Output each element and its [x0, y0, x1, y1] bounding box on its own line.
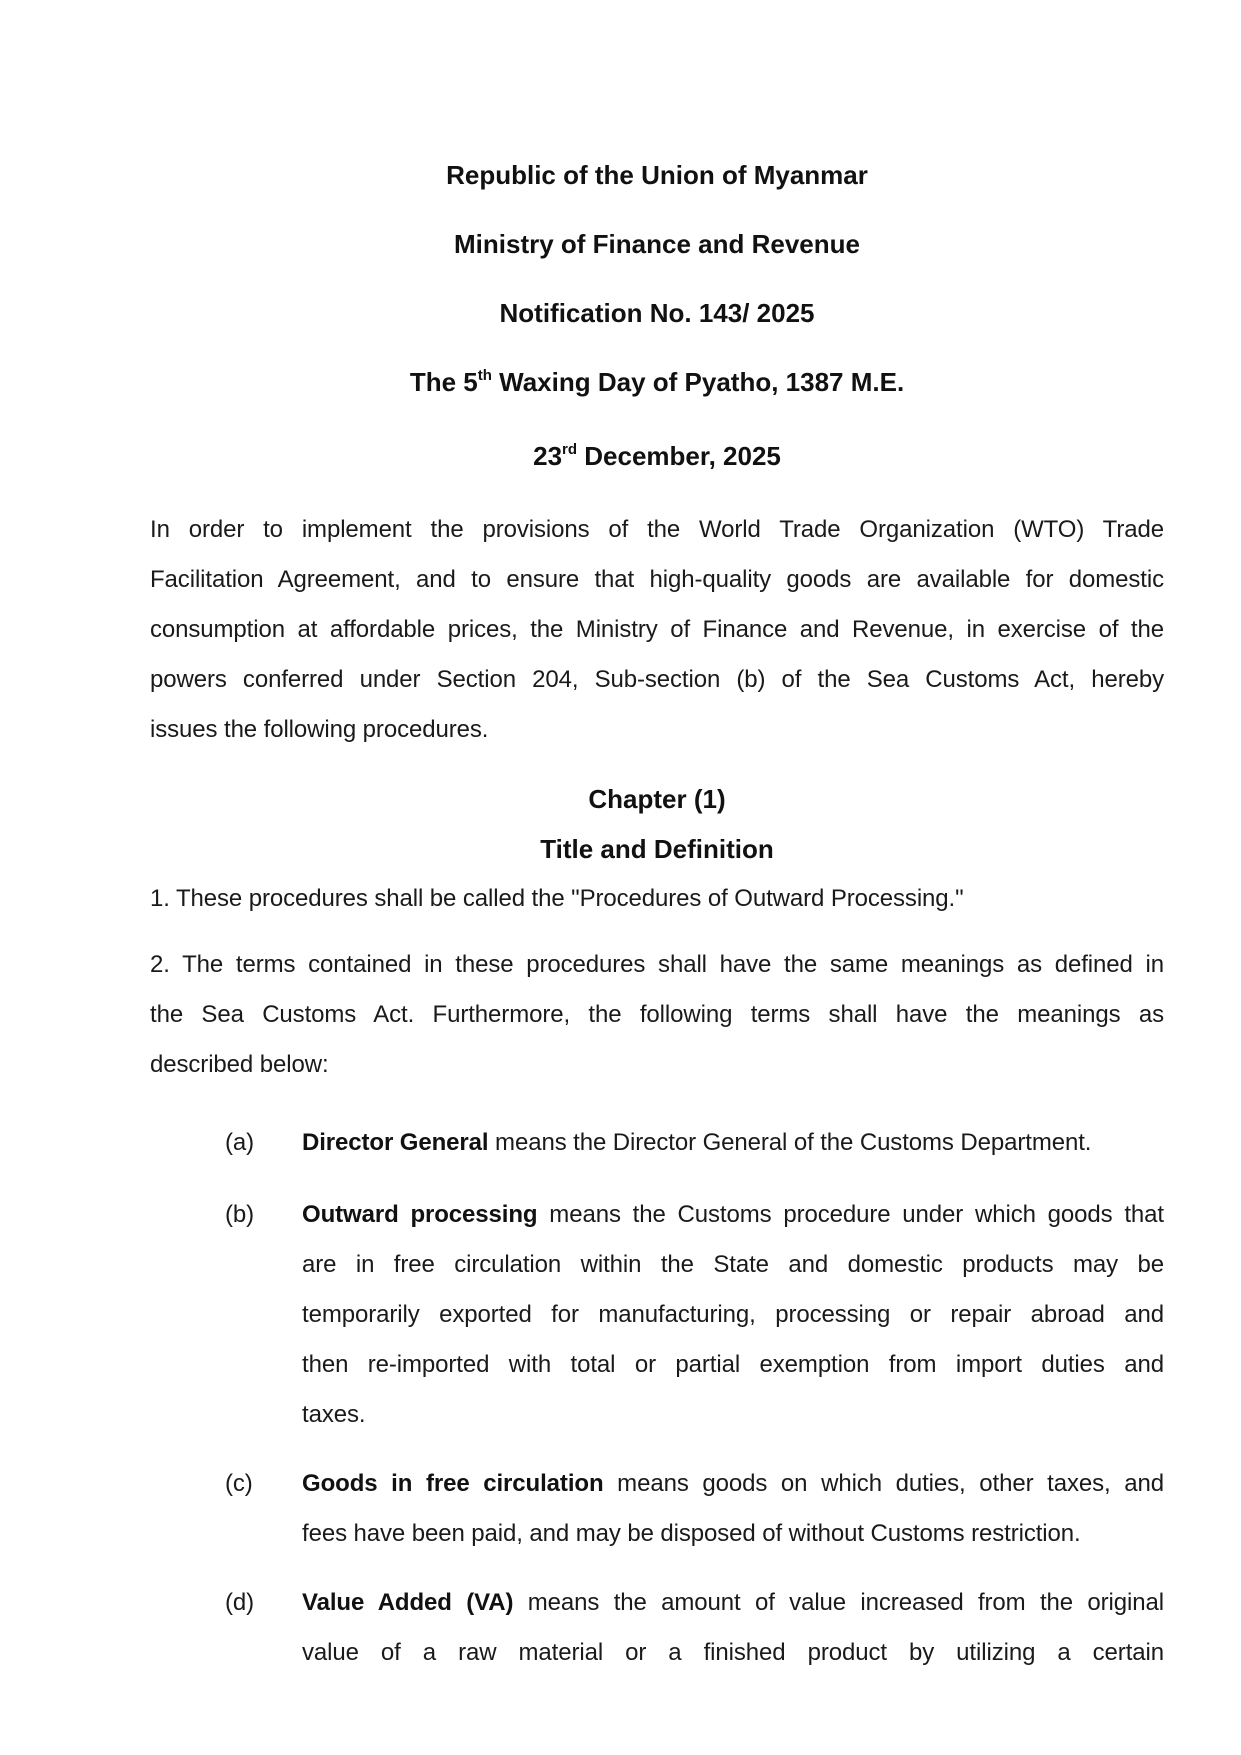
definition-body [302, 1190, 1164, 1440]
header-superscript: rd [562, 441, 578, 458]
text-line: powers conferred under Section 204, Sub-section (b) of the Sea Customs Act, hereby [150, 666, 1164, 693]
definition-marker: (c) [225, 1470, 253, 1497]
text-line: the Sea Customs Act. Furthermore, the following terms shall have the meanings as [150, 1001, 1164, 1028]
header-text: 23 [533, 441, 563, 471]
header-line-country [150, 150, 1164, 200]
text-line: 1. These procedures shall be called the "Procedures of Outward Processing." [150, 885, 964, 912]
text-line: Goods in free circulation means goods on which duties, other taxes, and [302, 1470, 1165, 1497]
text-line: value of a raw material or a finished product by utilizing a certain [302, 1639, 1164, 1666]
clause-1 [150, 874, 1164, 924]
definition-marker: (d) [225, 1589, 255, 1616]
definition-body [302, 1578, 1164, 1678]
header-text: Ministry of Finance and Revenue [454, 229, 860, 259]
text-line: Facilitation Agreement, and to ensure that high-quality goods are available for domestic [150, 566, 1164, 593]
text-line: are in free circulation within the State and domestic products may be [302, 1251, 1164, 1278]
definition-item-a [150, 1118, 1164, 1168]
definition-item-b [150, 1190, 1164, 1440]
header-text: Republic of the Union of Myanmar [446, 160, 868, 190]
text-line: consumption at affordable prices, the Ministry of Finance and Revenue, in exercise of the [150, 616, 1164, 643]
header-line-gregorian-date [150, 431, 1164, 486]
header-text: The 5 [409, 367, 478, 397]
text-line: 2. The terms contained in these procedures shall have the same meanings as defined in [150, 951, 1164, 978]
header-text: Waxing Day of Pyatho, 1387 M.E. [491, 367, 905, 397]
text-line: then re-imported with total or partial exemption from import duties and [302, 1351, 1164, 1378]
text-line: Value Added (VA) means the amount of value increased from the original [302, 1589, 1164, 1616]
chapter-title: Chapter (1) [588, 784, 726, 814]
definitions-list [150, 1118, 1164, 1678]
header-line-myanmar-date [150, 357, 1164, 412]
chapter-subtitle: Title and Definition [540, 834, 774, 864]
text-line: Outward processing means the Customs procedure under which goods that [302, 1201, 1164, 1228]
definition-body [302, 1118, 1164, 1168]
text-line: taxes. [302, 1401, 366, 1428]
text-line: issues the following procedures. [150, 716, 489, 743]
definition-item-c [150, 1459, 1164, 1559]
text-line: In order to implement the provisions of the World Trade Organization (WTO) Trade [150, 516, 1164, 543]
text-line: temporarily exported for manufacturing, processing or repair abroad and [302, 1301, 1164, 1328]
clause-2 [150, 940, 1164, 1090]
header-text: Notification No. 143/ 2025 [499, 298, 815, 328]
text-line: described below: [150, 1051, 329, 1078]
header-text: December, 2025 [577, 441, 781, 471]
header-line-ministry [150, 219, 1164, 269]
chapter-heading-block [150, 774, 1164, 874]
definition-item-d [150, 1578, 1164, 1678]
text-line: Director General means the Director General of the Customs Department. [302, 1129, 1092, 1156]
definition-marker: (b) [225, 1201, 255, 1228]
preamble-paragraph [150, 505, 1164, 755]
header-superscript: th [477, 367, 492, 384]
text-line: fees have been paid, and may be disposed of without Customs restriction. [302, 1520, 1081, 1547]
header-line-notification-number [150, 288, 1164, 338]
definition-marker: (a) [225, 1129, 255, 1156]
definition-body [302, 1459, 1164, 1559]
